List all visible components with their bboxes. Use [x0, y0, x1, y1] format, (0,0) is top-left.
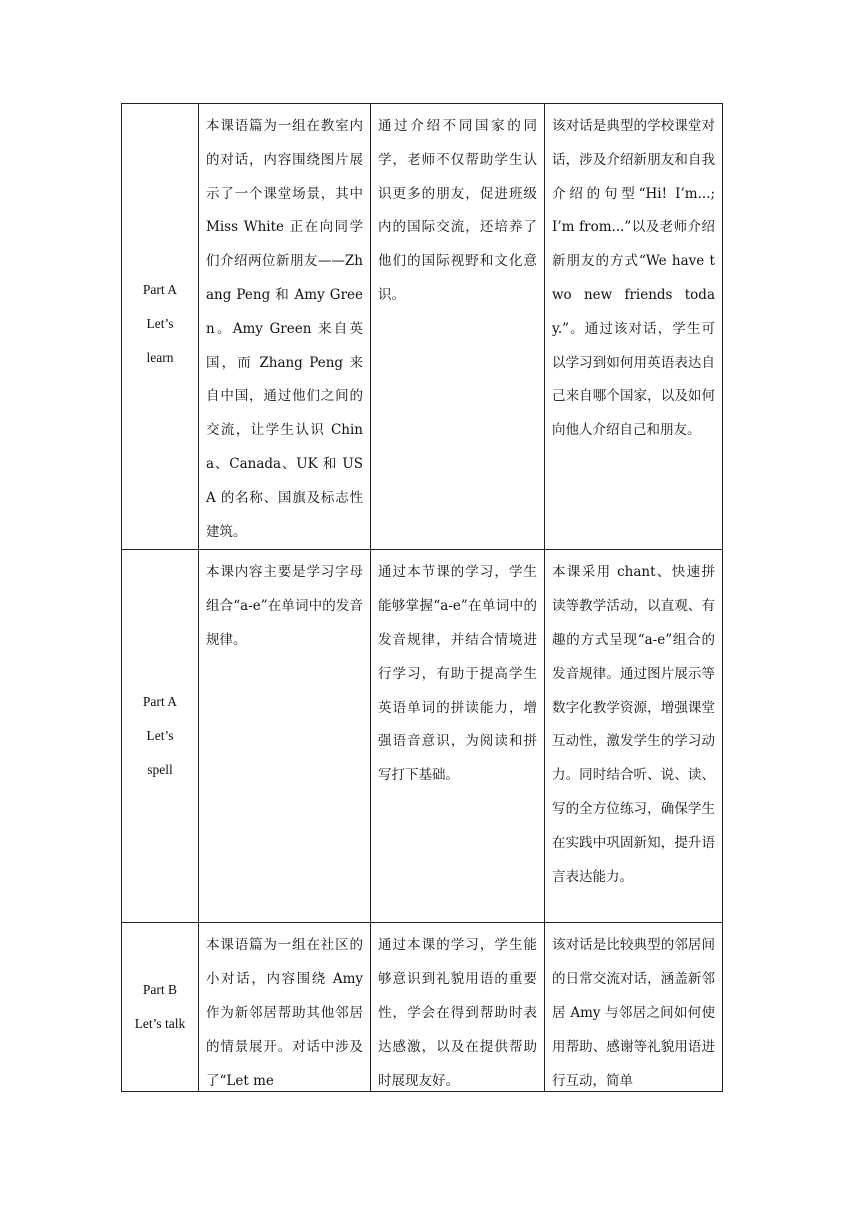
- content-text: 本课语篇为一组在教室内的对话，内容围绕图片展示了一个课堂场景，其中 Miss White 正在向同学们介绍两位新朋友——Zhang Peng 和 Amy Green。Amy Green 来自英国，而 Zhang Peng 来自中国，通过他们之间的交流，让学生认识 China、Canada、UK 和 USA 的名称、国旗及标志性建筑。: [206, 118, 363, 540]
- row-label-cell: [122, 104, 199, 550]
- row-label-line: Part A: [142, 282, 178, 297]
- goal-text: 通过本节课的学习，学生能够掌握“a-e”在单词中的发音规律，并结合情境进行学习，有助于提高学生英语单词的拼读能力，增强语音意识，为阅读和拼写打下基础。: [378, 564, 537, 784]
- row-label-line: spell: [147, 762, 173, 778]
- goal-text: 通过介绍不同国家的同学，老师不仅帮助学生认识更多的朋友，促进班级内的国际交流，还培养了他们的国际视野和文化意识。: [378, 118, 537, 303]
- method-cell: [545, 550, 723, 923]
- goal-text: 通过本课的学习，学生能够意识到礼貌用语的重要性，学会在得到帮助时表达感激，以及在提供帮助时展现友好。: [378, 937, 537, 1089]
- content-text: 本课内容主要是学习字母组合“a-e”在单词中的发音规律。: [206, 564, 363, 648]
- goal-cell: [371, 923, 545, 1092]
- goal-cell: [371, 104, 545, 550]
- content-cell: [199, 104, 371, 550]
- table-row: [122, 550, 723, 923]
- goal-cell: [371, 550, 545, 923]
- row-label-line: Let’s talk: [134, 1016, 186, 1032]
- row-label-line: Part B: [142, 982, 178, 998]
- method-text: 本课采用 chant、快速拼读等教学活动，以直观、有趣的方式呈现“a-e”组合的发音规律。通过图片展示等数字化教学资源，增强课堂互动性，激发学生的学习动力。同时结合听、说、读、写的全方位练习，确保学生在实践中巩固新知，提升语言表达能力。: [552, 564, 715, 885]
- table-row: [122, 923, 723, 1092]
- content-cell: [199, 923, 371, 1092]
- row-label-line: learn: [146, 350, 174, 365]
- lesson-analysis-table: [121, 103, 723, 1092]
- row-label-cell: [122, 923, 199, 1092]
- table-row: [122, 104, 723, 550]
- method-text: 该对话是比较典型的邻居间的日常交流对话，涵盖新邻居 Amy 与邻居之间如何使用帮助、感谢等礼貌用语进行互动，简单: [552, 937, 715, 1089]
- content-cell: [199, 550, 371, 923]
- row-label-line: Part A: [142, 694, 178, 710]
- method-text: 该对话是典型的学校课堂对话，涉及介绍新朋友和自我介绍的句型“Hi! I’m...; I’m from...”以及老师介绍新朋友的方式“We have two new friends today.”。通过该对话，学生可以学习到如何用英语表达自己来自哪个国家，以及如何向他人介绍自己和朋友。: [552, 118, 715, 439]
- method-cell: [545, 104, 723, 550]
- row-label-line: Let’s: [146, 728, 174, 744]
- row-label-line: Let’s: [146, 316, 174, 331]
- method-cell: [545, 923, 723, 1092]
- content-text: 本课语篇为一组在社区的小对话，内容围绕 Amy 作为新邻居帮助其他邻居的情景展开。对话中涉及了“Let me: [206, 937, 363, 1089]
- row-label-cell: [122, 550, 199, 923]
